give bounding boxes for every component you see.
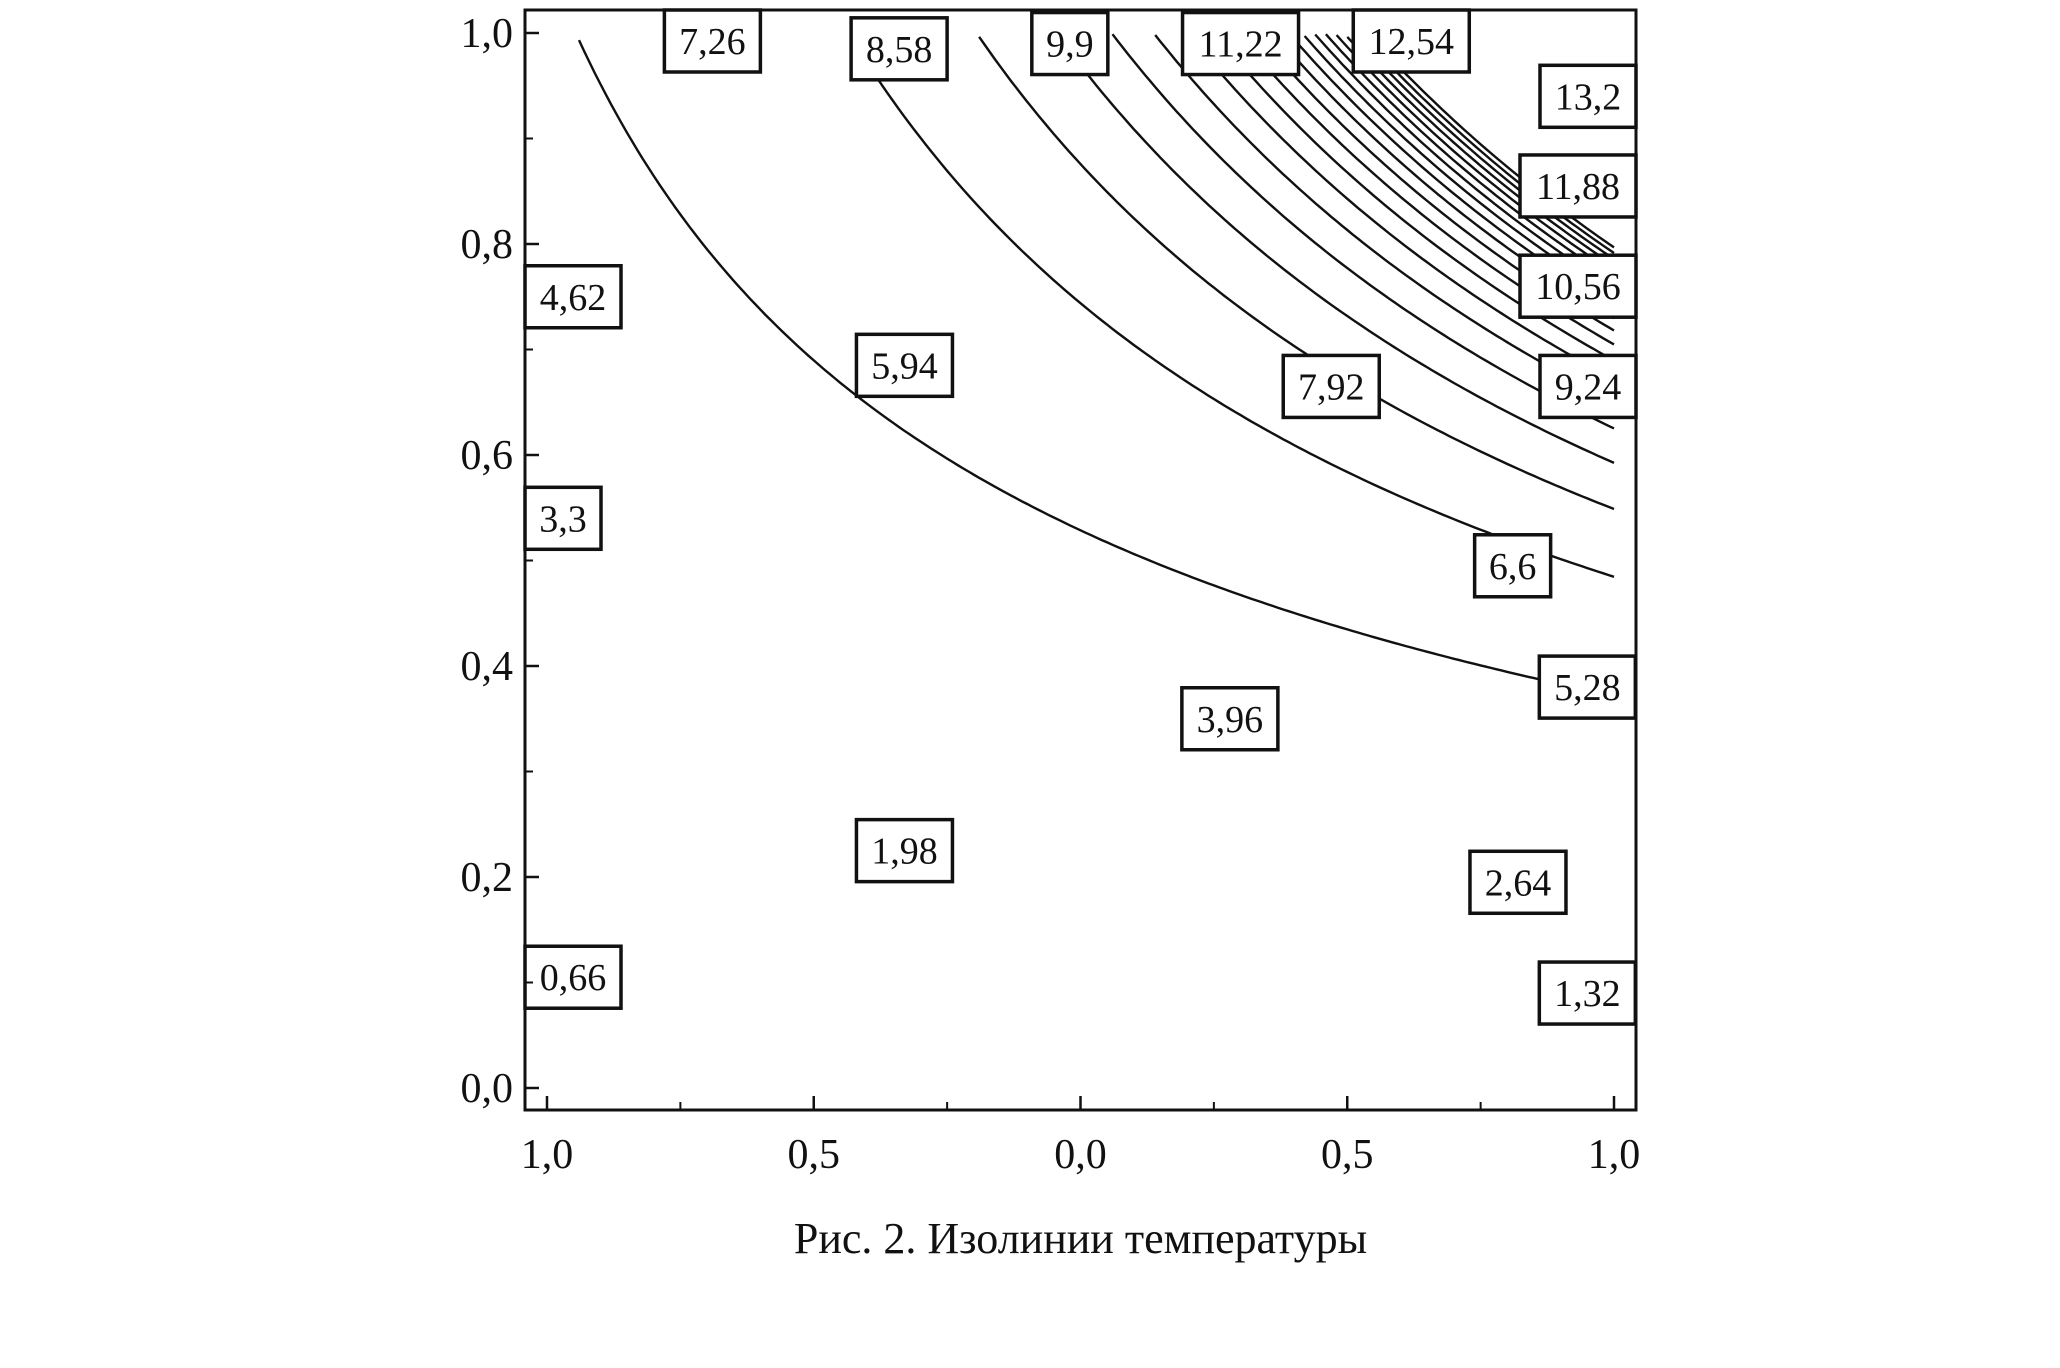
contour-label-box	[1470, 851, 1566, 913]
contour-label: 5,94	[871, 345, 938, 388]
contour-label-box	[1032, 13, 1108, 75]
contour-label: 5,28	[1554, 667, 1621, 710]
figure-caption: Рис. 2. Изолинии температуры	[793, 1214, 1368, 1263]
contour-label-box	[851, 18, 947, 80]
x-tick-label: 0,0	[1054, 1132, 1107, 1178]
contour-label-box	[1183, 13, 1299, 75]
x-tick-label: 0,5	[1321, 1132, 1374, 1178]
contour-label-box	[664, 10, 760, 72]
contour-label: 10,56	[1535, 266, 1621, 309]
contour-label: 13,2	[1554, 76, 1622, 119]
x-tick-label: 1,0	[1587, 1132, 1641, 1178]
contour-label-box	[525, 266, 621, 328]
contour-label: 9,24	[1554, 366, 1622, 409]
contour-label: 8,58	[865, 28, 933, 71]
contour-label-box	[856, 820, 952, 882]
contour-label: 1,32	[1554, 973, 1621, 1016]
contour-label: 4,62	[539, 276, 607, 319]
y-tick-label: 0,6	[460, 433, 513, 479]
x-tick-label: 0,5	[787, 1132, 840, 1178]
contour-label-box	[1539, 656, 1635, 718]
contour-label: 3,96	[1196, 698, 1264, 741]
contour-label: 9,9	[1046, 23, 1094, 66]
contour-label-box	[525, 946, 621, 1008]
contour-label-box	[1475, 535, 1551, 597]
contour-label-box	[1283, 355, 1379, 417]
contour-label: 7,92	[1297, 366, 1365, 409]
contour-label-box	[1182, 688, 1278, 750]
y-tick-label: 0,4	[460, 644, 513, 690]
contour-label-box	[1520, 255, 1636, 317]
x-tick-label: 1,0	[520, 1132, 574, 1178]
contour-label-box	[1540, 65, 1636, 127]
contour-label: 1,98	[871, 830, 938, 873]
contour-label: 11,88	[1535, 165, 1621, 208]
contour-label-box	[1520, 155, 1636, 217]
contour-label: 0,66	[539, 957, 607, 1000]
contour-label-box	[856, 334, 952, 396]
contour-label-box	[1539, 962, 1635, 1024]
y-tick-label: 1,0	[460, 11, 513, 57]
contour-label: 7,26	[679, 21, 746, 63]
contour-label-box	[1353, 10, 1469, 72]
contour-label: 3,3	[539, 498, 587, 541]
y-tick-label: 0,8	[460, 222, 513, 268]
contour-label: 11,22	[1198, 23, 1283, 66]
contour-label-box	[525, 487, 601, 549]
y-tick-label: 0,2	[460, 855, 513, 901]
contour-label: 12,54	[1368, 21, 1455, 63]
y-tick-label: 0,0	[460, 1066, 513, 1112]
contour-label: 2,64	[1484, 862, 1552, 905]
contour-label: 6,6	[1488, 545, 1537, 588]
contour-label-box	[1540, 355, 1636, 417]
